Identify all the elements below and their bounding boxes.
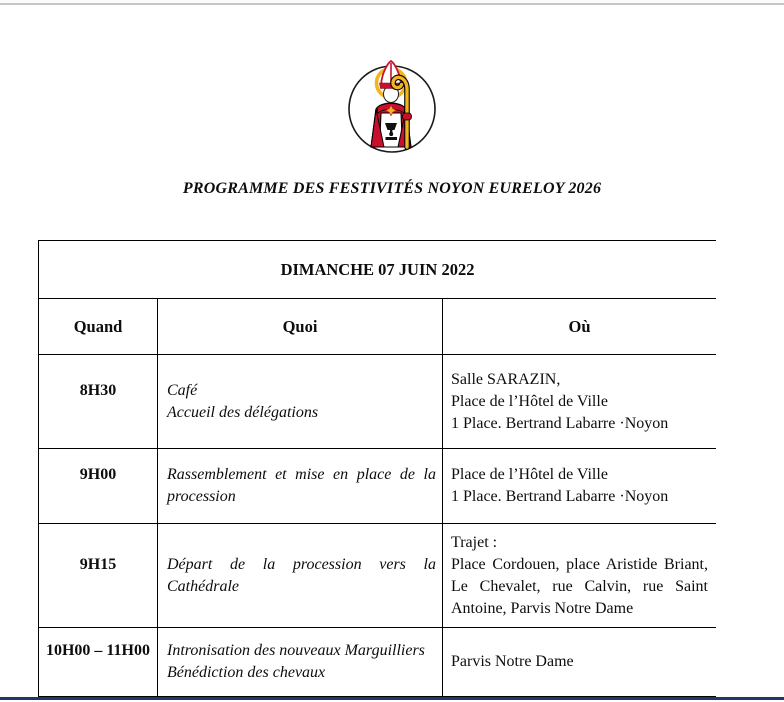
bishop-crest-icon [344,55,440,155]
page-top-rule [0,3,784,5]
location-text-line: Parvis Notre Dame [451,653,574,670]
page-bottom-rule [0,697,784,700]
cell-ou [443,355,717,449]
table-row [39,449,717,524]
event-text-line: Café [167,381,198,399]
time-label: 9H00 [79,466,117,483]
cell-ou [443,449,717,524]
column-header-2: Où [443,299,717,355]
cell-quoi [158,355,443,449]
column-header-row [39,299,717,355]
cell-quand [39,355,158,449]
event-text-line: Accueil des délégations [167,403,319,421]
logo-container [0,55,784,155]
cell-quoi [158,524,443,628]
event-text-line: Rassemblement et mise en place de la procession [167,466,436,505]
cell-quand [39,524,158,628]
cell-quoi [158,449,443,524]
event-text-line: Départ de la procession vers la Cathédrale [167,555,436,595]
event-text-line: Bénédiction des chevaux [167,664,326,681]
time-label: 9H15 [79,555,117,573]
location-text-line: Place de l’Hôtel de Ville [451,392,608,410]
day-header-row [39,241,717,299]
table-row [39,524,717,628]
location-text-line: Trajet : [451,533,498,551]
cell-ou [443,628,717,697]
cell-ou [443,524,717,628]
page-title: PROGRAMME DES FESTIVITÉS NOYON EURELOY 2026 [182,180,602,197]
location-text-line: Salle SARAZIN, [451,370,561,388]
table-row [39,628,717,697]
location-text-line: 1 Place. Bertrand Labarre ·Noyon [451,414,669,432]
location-text-line: Place de l’Hôtel de Ville [451,466,608,483]
cell-quand [39,449,158,524]
column-header-0: Quand [39,299,158,355]
time-label: 8H30 [79,381,117,399]
location-text-line: Place Cordouen, place Aristide Briant, Le Chevalet, rue Calvin, rue Saint Antoine, Parvis Notre Dame [451,555,708,617]
program-table-container [38,240,716,697]
column-header-1: Quoi [158,299,443,355]
cell-quand [39,628,158,697]
day-header: DIMANCHE 07 JUIN 2022 [39,241,717,299]
time-label: 10H00 – 11H00 [45,642,150,659]
cell-quoi [158,628,443,697]
table-row [39,355,717,449]
event-text-line: Intronisation des nouveaux Marguilliers [167,642,425,659]
program-table [38,240,716,697]
location-text-line: 1 Place. Bertrand Labarre ·Noyon [451,488,669,505]
